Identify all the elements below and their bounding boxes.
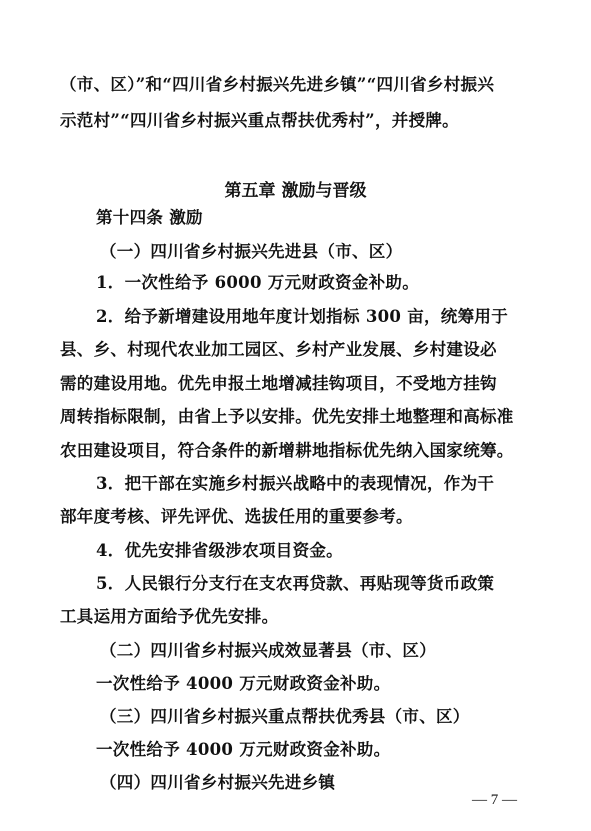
article-heading: 第十四条 激励 — [96, 208, 203, 227]
section-heading-1: （一）四川省乡村振兴先进县（市、区） — [100, 242, 403, 261]
text-line-item-5: 5．人民银行分支行在支农再贷款、再贴现等货币政策 — [96, 574, 495, 593]
text-line-item-2-cont-2: 需的建设用地。优先申报土地增减挂钩项目，不受地方挂钩 — [60, 374, 497, 393]
text-line-1: （市、区）”和“四川省乡村振兴先进乡镇”“四川省乡村振兴 — [60, 75, 495, 94]
text-line-item-2-cont-1: 县、乡、村现代农业加工园区、乡村产业发展、乡村建设必 — [60, 340, 497, 359]
text-line-item-2: 2．给予新增建设用地年度计划指标 300 亩，统筹用于 — [96, 307, 509, 326]
page-number: — 7 — — [472, 792, 517, 808]
text-line-item-2-cont-4: 农田建设项目，符合条件的新增耕地指标优先纳入国家统筹。 — [60, 441, 514, 460]
text-line-item-1: 1．一次性给予 6000 万元财政资金补助。 — [96, 273, 419, 292]
text-line-item-2-cont-3: 周转指标限制，由省上予以安排。优先安排土地整理和高标准 — [60, 407, 514, 426]
section-heading-2: （二）四川省乡村振兴成效显著县（市、区） — [100, 641, 436, 660]
text-line-item-5-cont: 工具运用方面给予优先安排。 — [60, 607, 279, 626]
text-line-item-3: 3．把干部在实施乡村振兴战略中的表现情况，作为干 — [96, 474, 495, 493]
text-line-section-3: 一次性给予 4000 万元财政资金补助。 — [96, 740, 391, 759]
chapter-heading: 第五章 激励与晋级 — [224, 181, 367, 201]
text-line-item-3-cont: 部年度考核、评先评优、选拔任用的重要参考。 — [60, 507, 413, 526]
section-heading-4: （四）四川省乡村振兴先进乡镇 — [100, 773, 336, 792]
text-line-section-2: 一次性给予 4000 万元财政资金补助。 — [96, 674, 391, 693]
section-heading-3: （三）四川省乡村振兴重点帮扶优秀县（市、区） — [100, 707, 470, 726]
text-line-2: 示范村”“四川省乡村振兴重点帮扶优秀村”，并授牌。 — [60, 111, 459, 130]
text-line-item-4: 4．优先安排省级涉农项目资金。 — [96, 541, 343, 560]
